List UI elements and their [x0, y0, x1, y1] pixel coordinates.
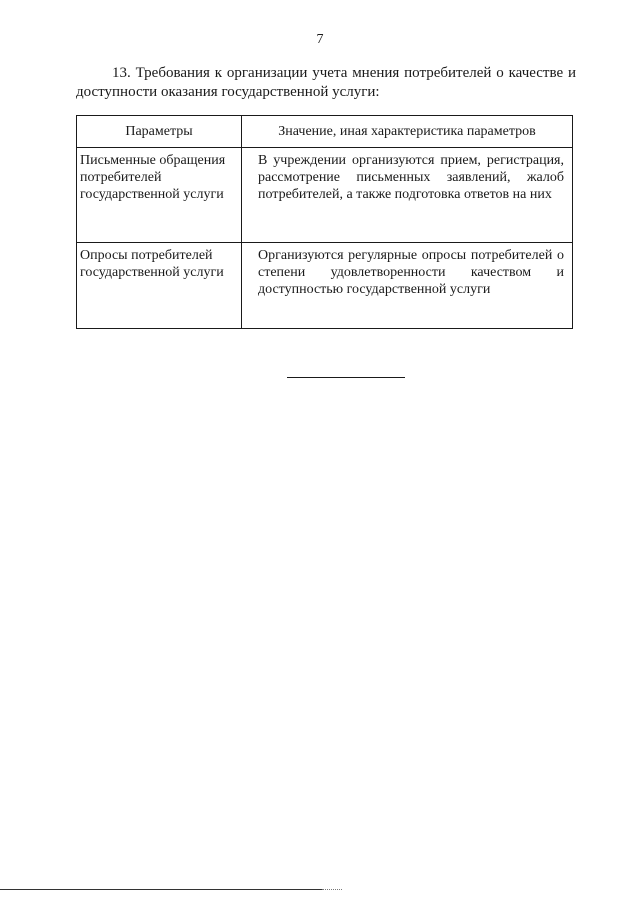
table-header-row	[77, 116, 573, 148]
footer-rule-tail	[322, 889, 342, 890]
end-of-document-rule	[287, 377, 405, 378]
table-row	[77, 148, 573, 243]
section-heading: 13. Требования к организации учета мнения потребителей о качестве и доступности оказания государственной услуги:	[76, 65, 576, 100]
row-parameter-cell: Письменные обращения потребителей государственной услуги	[77, 148, 242, 243]
row-value-cell: В учреждении организуются прием, регистрация, рассмотрение письменных заявлений, жалоб потребителей, а также подготовка ответов на них	[242, 148, 573, 243]
header-parameter: Параметры	[77, 116, 242, 148]
header-value: Значение, иная характеристика параметров	[242, 116, 573, 148]
table-row	[77, 243, 573, 329]
row-parameter-cell: Опросы потребителей государственной услуги	[77, 243, 242, 329]
footer-rule	[0, 889, 322, 890]
requirements-table	[76, 115, 573, 329]
page-number: 7	[316, 32, 324, 47]
row-value-cell: Организуются регулярные опросы потребителей о степени удовлетворенности качеством и доступностью государственной услуги	[242, 243, 573, 329]
